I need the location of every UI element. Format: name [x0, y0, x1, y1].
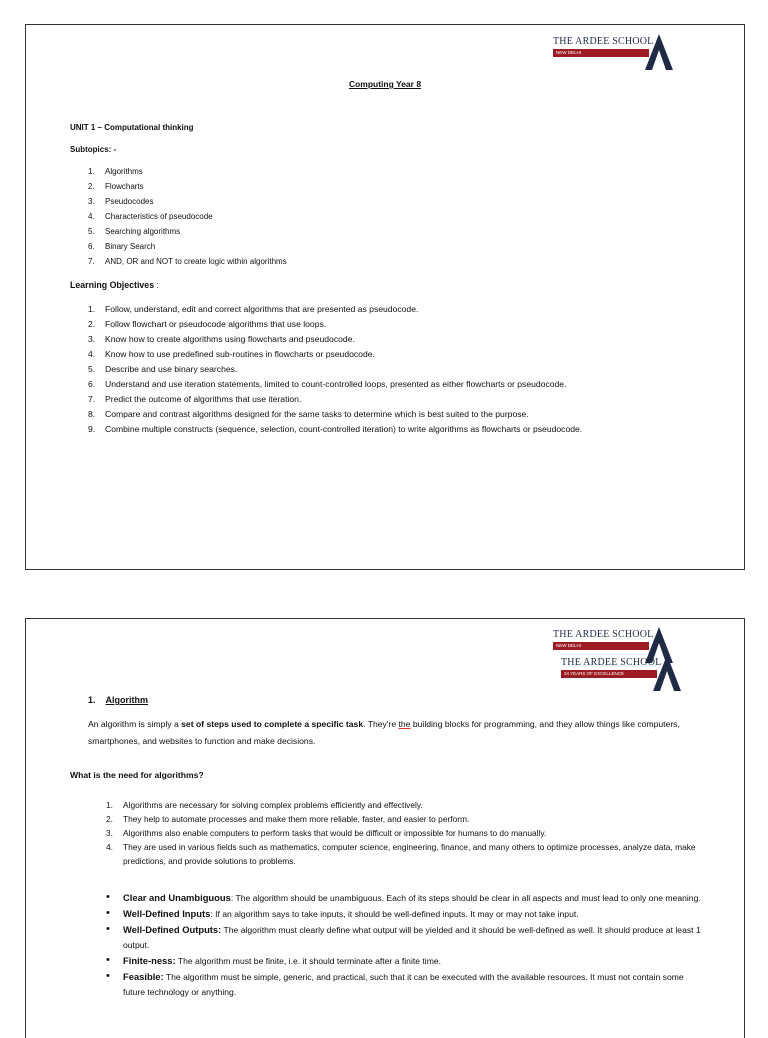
- list-item: 3. Pseudocodes: [88, 197, 154, 206]
- list-item: 2. Flowcharts: [88, 182, 144, 191]
- subtopics-heading: Subtopics: -: [70, 145, 117, 154]
- list-item: 3. Know how to create algorithms using flowcharts and pseudocode.: [88, 334, 355, 344]
- list-item: 1. Follow, understand, edit and correct algorithms that are presented as pseudocode.: [88, 304, 419, 314]
- list-item: 6. Understand and use iteration statements, limited to count-controlled loops, presented as either flowcharts or pseudocode.: [88, 379, 567, 389]
- school-logo: [553, 36, 683, 76]
- list-item: 4. Know how to use predefined sub-routines in flowcharts or pseudocode.: [88, 349, 375, 359]
- logo-name: THE ARDEE SCHOOL: [561, 657, 662, 668]
- list-item: 4. They are used in various fields such as mathematics, computer science, engineering, finance, and many others to optimize processes, analyze data, make predictions, and provide solutions to problems.: [106, 842, 696, 866]
- need-list: [106, 798, 706, 868]
- list-item: 8. Compare and contrast algorithms designed for the same tasks to determine which is best suited to the purpose.: [88, 409, 529, 419]
- learning-objectives-heading: Learning Objectives :: [70, 280, 159, 290]
- document-page-1: [25, 24, 745, 570]
- document-page-2: [25, 618, 745, 1038]
- list-item: • Feasible: The algorithm must be simple, generic, and practical, such that it can be executed with the available resources. It must not contain some future technology or anything.: [106, 969, 706, 1000]
- algorithm-intro-paragraph: An algorithm is simply a set of steps used to complete a specific task. They're the building blocks for programming, and they allow things like computers, smartphones, and websites to function and make decisions.: [88, 719, 680, 746]
- list-item: • Finite-ness: The algorithm must be finite, i.e. it should terminate after a finite time.: [106, 953, 706, 969]
- list-item: 5. Describe and use binary searches.: [88, 364, 238, 374]
- logo-a-mark-icon: [653, 655, 681, 691]
- list-item: 7. AND, OR and NOT to create logic within algorithms: [88, 257, 287, 266]
- list-item: 6. Binary Search: [88, 242, 156, 251]
- need-heading: What is the need for algorithms?: [70, 770, 204, 780]
- list-item: 3. Algorithms also enable computers to perform tasks that would be difficult or impossible for humans to do manually.: [106, 828, 547, 838]
- list-item: 9. Combine multiple constructs (sequence, selection, count-controlled iteration) to write algorithms as flowcharts or pseudocode.: [88, 424, 583, 434]
- logo-subtitle: NEW DELHI: [556, 643, 582, 648]
- page-title: Computing Year 8: [348, 79, 422, 89]
- subtopics-list: [88, 164, 287, 269]
- list-item: 1. Algorithms: [88, 167, 143, 176]
- list-item: 2. They help to automate processes and make them more reliable, faster, and easier to perform.: [106, 814, 470, 824]
- list-item: 4. Characteristics of pseudocode: [88, 212, 213, 221]
- school-logo-anniversary: [561, 657, 691, 697]
- logo-name: THE ARDEE SCHOOL: [553, 629, 654, 640]
- list-item: 7. Predict the outcome of algorithms that use iteration.: [88, 394, 302, 404]
- list-item: 1. Algorithms are necessary for solving complex problems efficiently and effectively.: [106, 800, 423, 810]
- learning-objectives-list: [88, 302, 708, 437]
- list-item: • Clear and Unambiguous: The algorithm should be unambiguous. Each of its steps should be clear in all aspects and must lead to only one meaning.: [106, 890, 706, 906]
- section-heading: 1. Algorithm: [88, 695, 149, 705]
- logo-subtitle: NEW DELHI: [556, 50, 582, 55]
- list-item: • Well-Defined Outputs: The algorithm must clearly define what output will be yielded and it should be well-defined as well. It should produce at least 1 output.: [106, 922, 706, 953]
- logo-subtitle: 34 YEARS OF EXCELLENCE: [564, 671, 624, 676]
- characteristics-list: [106, 890, 706, 1000]
- logo-name: THE ARDEE SCHOOL: [553, 36, 654, 47]
- logo-a-mark-icon: [645, 34, 673, 70]
- list-item: 5. Searching algorithms: [88, 227, 181, 236]
- unit-heading: UNIT 1 – Computational thinking: [70, 123, 194, 132]
- list-item: • Well-Defined Inputs: If an algorithm says to take inputs, it should be well-defined inputs. It may or may not take input.: [106, 906, 706, 922]
- list-item: 2. Follow flowchart or pseudocode algorithms that use loops.: [88, 319, 327, 329]
